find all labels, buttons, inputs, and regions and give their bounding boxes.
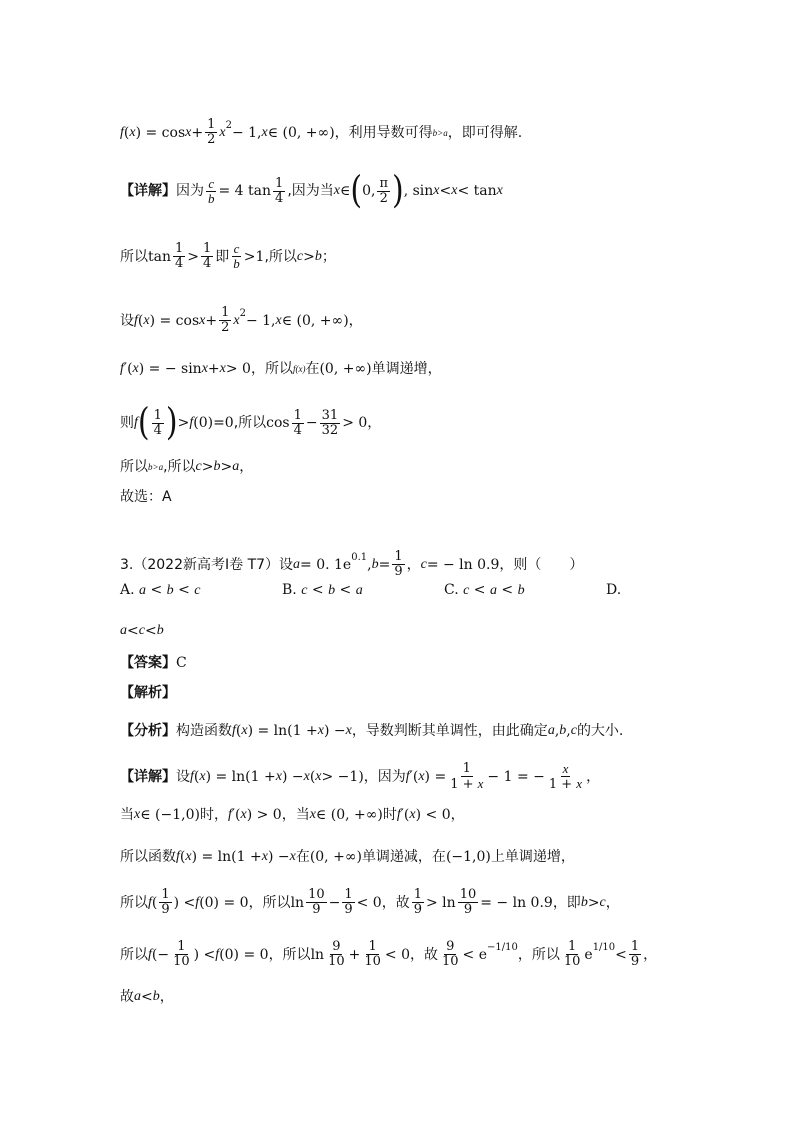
text: 【详解】 bbox=[120, 769, 176, 785]
text: 所以 bbox=[120, 894, 148, 911]
detail2-line: 【详解】 设 f ( x ) = ln(1 + x ) − x ( x > −1) ，因为 f ′( x ) = $\frac{1}{1 + x}$ − 1 = − $\frac{x}{1 + x}$ ， bbox=[120, 761, 601, 792]
text: ，所以 bbox=[268, 946, 311, 963]
text: 当 bbox=[120, 807, 134, 823]
option-b: B. c < b < a bbox=[282, 581, 363, 598]
option-c: C. c < a < b bbox=[444, 581, 525, 598]
text: ，则（ ） bbox=[499, 556, 584, 573]
answer-value: C bbox=[176, 655, 187, 671]
text: 设 bbox=[176, 769, 190, 785]
text: ，故 bbox=[409, 946, 438, 963]
final-line: 故 a < b ， bbox=[120, 986, 734, 1008]
text: 单调递增， bbox=[371, 361, 442, 377]
text: 所以 bbox=[120, 946, 148, 963]
text: 则 bbox=[120, 415, 134, 431]
text: ,因为当 bbox=[287, 183, 334, 199]
text: 所以 bbox=[120, 248, 148, 265]
compare-b-c-line: 所以 f ( $\frac{1}{9}$ ) < f (0) = 0 ，所以 ln $\frac{10}{9}$ − $\frac{1}{9}$ < 0 ，故 $\frac{1}{9}$ > ln $\frac{10}{9}$ = − ln 0.9 ，即 b > c ， bbox=[120, 887, 620, 917]
text: 即 bbox=[215, 248, 230, 265]
text: ,所以 bbox=[264, 248, 297, 265]
text: 故 bbox=[120, 989, 134, 1005]
text: ，因为 bbox=[363, 769, 406, 785]
text: 所以 bbox=[120, 459, 148, 475]
compare-a-b-line: 所以 f (− $\frac{1}{10}$ ) < f (0) = 0 ，所以 ln $\frac{9}{10}$ + $\frac{1}{10}$ < 0 ，故 $\frac{9}{10}$ < e −1/10 ，所以 $\frac{1}{10}$ e 1/10 < $\frac{1}{9}$ ， bbox=[120, 939, 658, 969]
analysis-label bbox=[120, 682, 734, 704]
text: 所以函数 bbox=[120, 849, 176, 865]
text: 构造函数 bbox=[176, 723, 232, 739]
question-3: 3.（2022新高考Ⅰ卷 T7）设 a = 0. 1e 0.1 , b = $\frac{1}{9}$ ， c = − ln 0.9 ，则（ ） bbox=[120, 549, 584, 579]
text: ，所以 bbox=[250, 361, 293, 377]
monotonic-line: 所以函数 f ( x ) = ln(1 + x ) − x 在 (0, +∞) 单调递减，在 (−1,0) 上单调递增， bbox=[120, 846, 734, 868]
text: 【解析】 bbox=[120, 685, 176, 701]
text: 因为 bbox=[176, 183, 204, 199]
answer-line bbox=[120, 652, 734, 674]
answer-label: 【答案】 bbox=[120, 655, 176, 671]
line-choose bbox=[120, 486, 734, 508]
text: 的大小. bbox=[576, 723, 624, 739]
text: 上单调递增， bbox=[490, 849, 575, 865]
when-line: 当 x ∈ (−1,0) 时， f ′( x ) > 0 ，当 x ∈ (0, +∞) 时 f ′( x ) < 0， bbox=[120, 804, 734, 826]
option-d-content: a < c < b bbox=[120, 623, 164, 639]
text: 故选：A bbox=[120, 489, 172, 505]
option-a: A. a < b < c bbox=[120, 581, 201, 598]
text: ，导数判断其单调性，由此确定 bbox=[351, 723, 548, 739]
text: 设 bbox=[120, 312, 134, 329]
line-conclusion: 所以 b>a ,所以 c > b > a ， bbox=[120, 456, 734, 478]
text: ，利用导数可得 bbox=[334, 124, 433, 141]
line-derivative: f ′( x ) = − sin x + x > 0 ，所以 f(x) 在 (0, +∞) 单调递增， bbox=[120, 358, 734, 380]
line-then: 则 f ( $\frac{1}{4}$ ) > f (0)=0 ,所以 cos $\frac{1}{4}$ − $\frac{31}{32}$ > 0， bbox=[120, 400, 382, 445]
text: ，所以 bbox=[517, 946, 560, 963]
text: ，即可得解. bbox=[447, 124, 523, 141]
line-detail-1: 【详解】 因为 $\frac{c}{b}$ = 4 tan $\frac{1}{4}$ ,因为当 x ∈ ( 0, $\frac{\pi}{2}$ ) , sin x < x < tan x bbox=[120, 168, 503, 213]
line-c-gt-b: 所以 tan $\frac{1}{4}$ > $\frac{1}{4}$ 即 $\frac{c}{b}$ >1 ,所以 c > b ； bbox=[120, 241, 336, 271]
option-d: D. bbox=[606, 582, 622, 598]
text: ,所以 bbox=[163, 459, 196, 475]
analysis-line: 【分析】 构造函数 f ( x ) = ln(1 + x ) − x ，导数判断其单调性，由此确定 a , b , c 的大小. bbox=[120, 720, 734, 742]
line-set-fx: 设 f ( x ) = cos x + $\frac{1}{2}$ x 2 − 1, x ∈ (0, +∞)， bbox=[120, 305, 363, 335]
question-head: 3.（2022新高考Ⅰ卷 T7）设 bbox=[120, 556, 294, 573]
text: 单调递减，在 bbox=[361, 849, 446, 865]
detail-label: 【详解】 bbox=[120, 183, 176, 199]
text: ，所以 bbox=[248, 894, 291, 911]
text: 时 bbox=[382, 807, 397, 823]
line-fx-def: f ( x ) = cos x + $\frac{1}{2}$ x 2 − 1, x ∈ (0, +∞) ，利用导数可得 b>a ，即可得解. bbox=[120, 117, 523, 147]
text: ，当 bbox=[281, 807, 310, 823]
text: ，即 bbox=[552, 894, 581, 911]
text: 在 bbox=[295, 849, 310, 865]
text: 时， bbox=[199, 807, 228, 823]
text: ，故 bbox=[381, 894, 410, 911]
text: ,所以 bbox=[233, 415, 267, 431]
text: 【分析】 bbox=[120, 723, 176, 739]
